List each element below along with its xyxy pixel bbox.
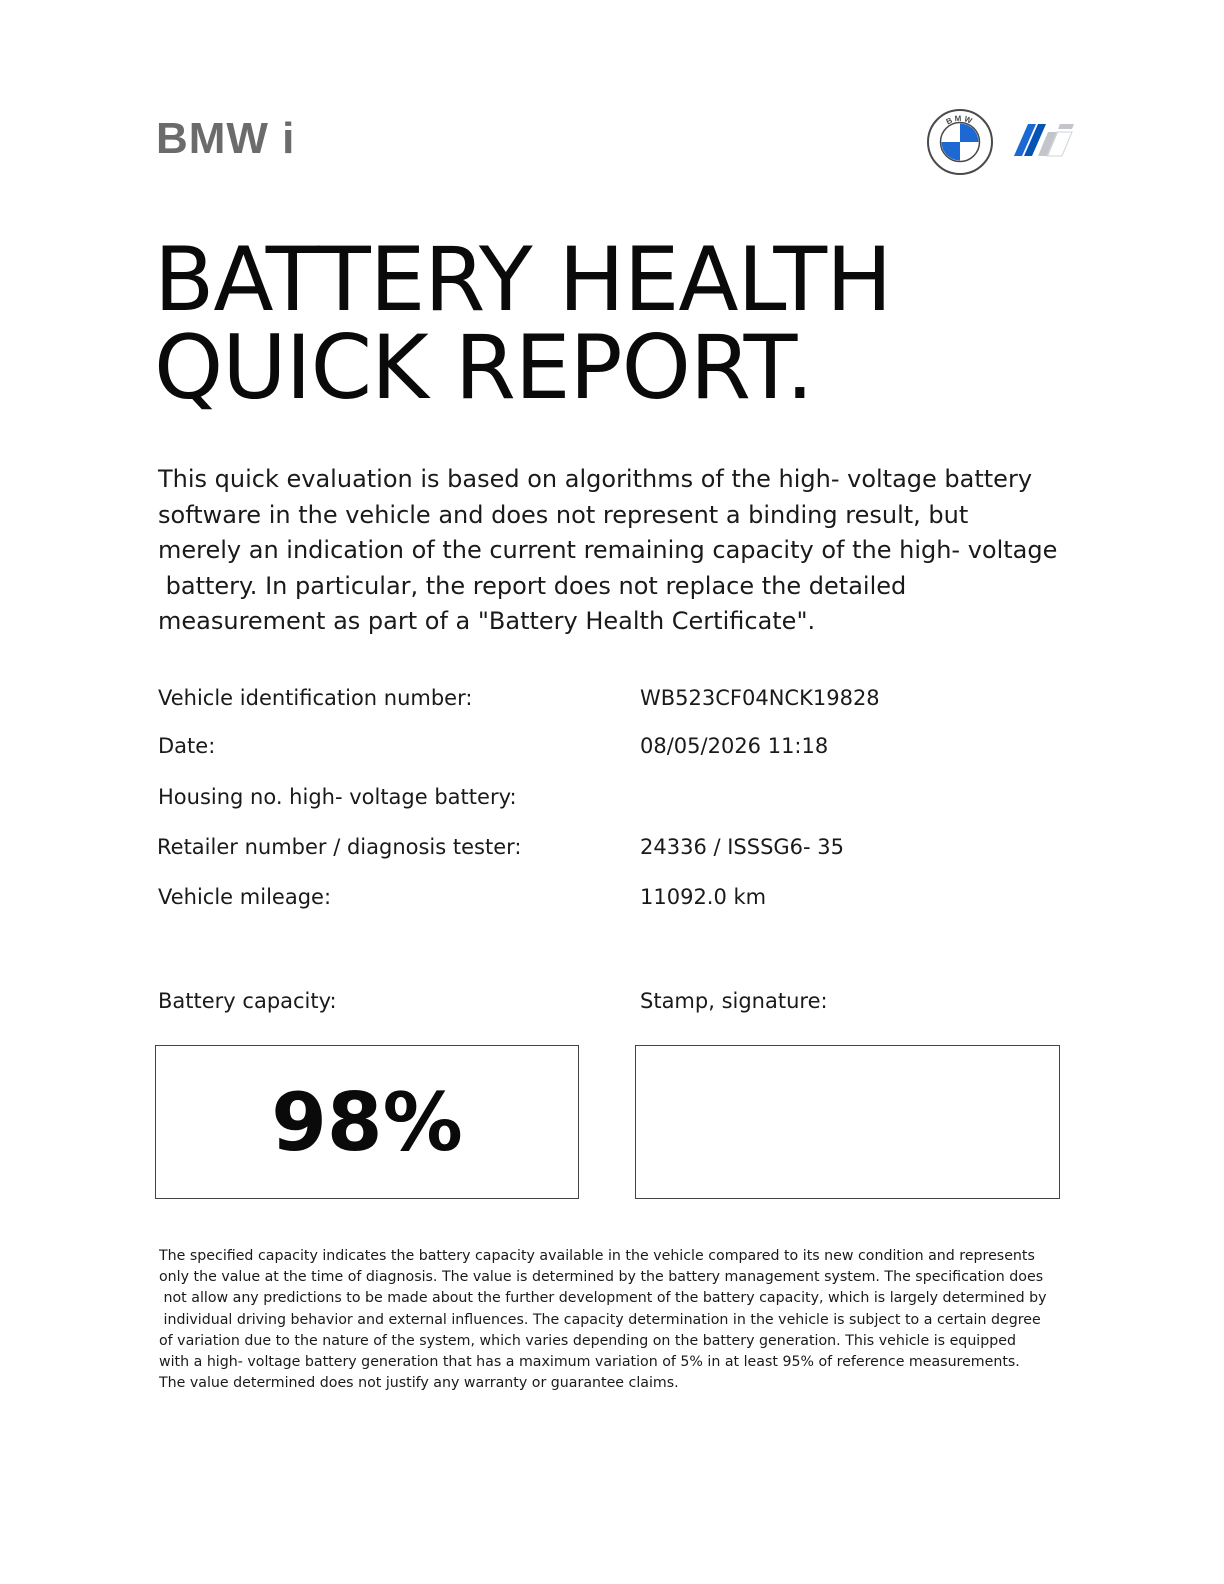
footnote-line: not allow any predictions to be made about the further development of the battery capacity, which is largely determined by xyxy=(159,1290,1047,1307)
vin-row xyxy=(158,683,1078,713)
retailer-label: Retailer number / diagnosis tester: xyxy=(157,835,522,859)
mileage-row xyxy=(158,882,1078,912)
stamp-signature-box xyxy=(635,1045,1060,1199)
footnote-line: individual driving behavior and external influences. The capacity determination in the vehicle is subject to a certain degree xyxy=(159,1311,1041,1328)
brand-logos xyxy=(926,108,1078,176)
housing-label: Housing no. high- voltage battery: xyxy=(158,785,517,809)
date-label: Date: xyxy=(158,734,216,758)
intro-line: merely an indication of the current remaining capacity of the high- voltage xyxy=(158,536,1058,564)
stamp-label: Stamp, signature: xyxy=(640,989,828,1013)
title-line-2: QUICK REPORT. xyxy=(154,316,813,419)
vin-label: Vehicle identification number: xyxy=(158,686,473,710)
mileage-label: Vehicle mileage: xyxy=(158,885,332,909)
capacity-label: Battery capacity: xyxy=(158,989,337,1013)
intro-paragraph xyxy=(158,462,1078,640)
footnote-line: The value determined does not justify any warranty or guarantee claims. xyxy=(159,1375,679,1392)
brand-name: BMW i xyxy=(156,114,296,163)
intro-line: measurement as part of a "Battery Health Certificate". xyxy=(158,607,816,635)
capacity-box xyxy=(155,1045,579,1199)
housing-row xyxy=(158,782,1078,812)
retailer-row xyxy=(157,832,1077,862)
intro-line: This quick evaluation is based on algorithms of the high- voltage battery xyxy=(158,465,1033,493)
intro-line: battery. In particular, the report does not replace the detailed xyxy=(158,571,907,600)
roundel-letters: BMW xyxy=(944,113,976,127)
date-value: 08/05/2026 11:18 xyxy=(640,734,829,758)
footnote-line: with a high- voltage battery generation that has a maximum variation of 5% in at least 95% of reference measurements. xyxy=(159,1354,1020,1371)
intro-line: software in the vehicle and does not represent a binding result, but xyxy=(158,500,969,529)
footnote-line: of variation due to the nature of the system, which varies depending on the battery generation. This vehicle is equipped xyxy=(159,1332,1016,1349)
title-line-1: BATTERY HEALTH xyxy=(154,228,892,331)
footnote-line: The specified capacity indicates the battery capacity available in the vehicle compared to its new condition and represents xyxy=(159,1248,1035,1264)
capacity-value: 98% xyxy=(271,1076,463,1169)
vin-value: WB523CF04NCK19828 xyxy=(640,686,880,710)
bmw-roundel-icon xyxy=(926,108,994,176)
footnote xyxy=(159,1246,1069,1394)
retailer-value: 24336 / ISSSG6- 35 xyxy=(640,835,845,859)
mileage-value: 11092.0 km xyxy=(640,885,767,909)
bmw-i-logo-icon xyxy=(1014,124,1076,158)
report-title xyxy=(154,228,892,419)
footnote-line: only the value at the time of diagnosis. The value is determined by the battery management system. The specification does xyxy=(159,1269,1044,1286)
date-row xyxy=(158,731,1078,761)
